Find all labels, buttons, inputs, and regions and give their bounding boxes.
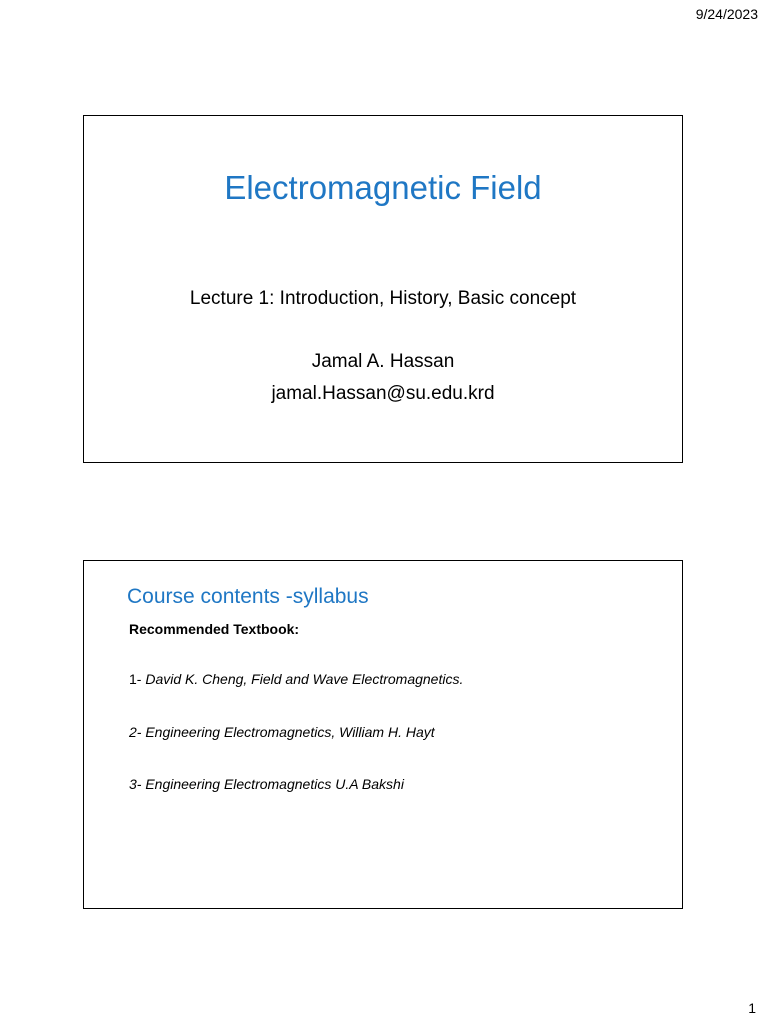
slide-title bbox=[83, 115, 683, 463]
page-date: 9/24/2023 bbox=[695, 6, 758, 22]
textbook-item bbox=[129, 670, 463, 688]
author-name: Jamal A. Hassan bbox=[311, 351, 455, 372]
author-email: jamal.Hassan@su.edu.krd bbox=[271, 383, 495, 404]
slide-syllabus bbox=[83, 560, 683, 909]
textbook-item: 2- Engineering Electromagnetics, William H. Hayt bbox=[129, 724, 435, 740]
slide-title-heading: Electromagnetic Field bbox=[224, 169, 542, 206]
textbook-item-title: David K. Cheng, Field and Wave Electromagnetics. bbox=[145, 671, 464, 687]
lecture-subtitle: Lecture 1: Introduction, History, Basic concept bbox=[189, 288, 577, 309]
syllabus-heading: Course contents -syllabus bbox=[127, 585, 369, 608]
recommended-textbook-label: Recommended Textbook: bbox=[129, 621, 300, 637]
textbook-item-number: 1- bbox=[129, 671, 146, 687]
textbook-item: 3- Engineering Electromagnetics U.A Bakshi bbox=[129, 776, 404, 792]
page-number: 1 bbox=[748, 1000, 756, 1016]
